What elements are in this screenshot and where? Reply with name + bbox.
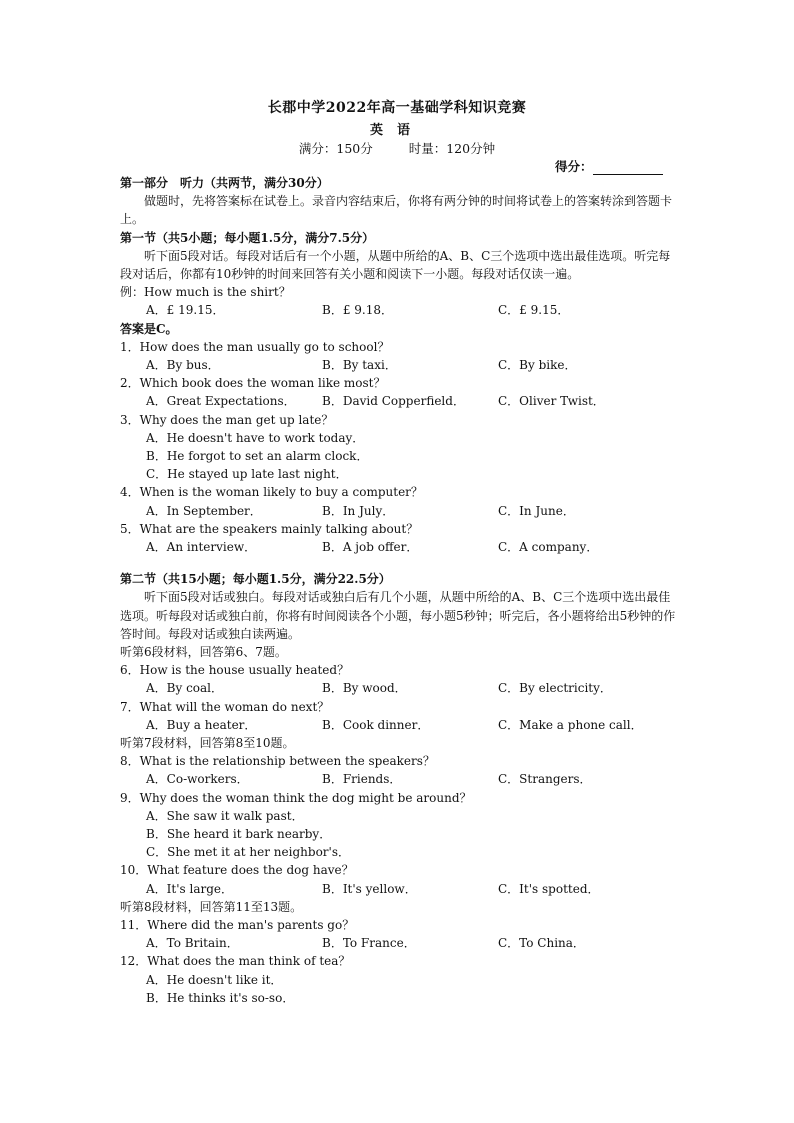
option-b: B．Friends．	[322, 772, 402, 787]
option-b: B．A job offer．	[322, 540, 419, 554]
option-b: B．It's yellow．	[322, 881, 417, 896]
exam-content	[120, 174, 678, 1007]
option-c: C．Oliver Twist．	[498, 394, 605, 409]
exam-meta	[0, 139, 794, 157]
question-2-options	[120, 392, 678, 410]
exam-time: 时量：120分钟	[408, 141, 496, 156]
part1-heading: 第一部分 听力（共两节，满分30分）	[120, 176, 329, 190]
question-9: 9．Why does the woman think the dog might be around？	[120, 790, 472, 805]
option-c: C．£ 9.15．	[498, 303, 570, 318]
section2-instructions: 听下面5段对话或独白。每段对话或独白后有几个小题，从题中所给的A、B、C三个选项中选出最佳选项。听每段对话或独白前，你将有时间阅读各个小题，每小题5秒钟；听完后，各小题将给出5秒钟的作答时间。每段对话或独白读两遍。	[120, 590, 676, 641]
option-a: A．It's large．	[146, 881, 234, 896]
option-b: B．He forgot to set an alarm clock．	[146, 449, 369, 463]
option-a: A．He doesn't like it．	[146, 972, 283, 987]
section2-heading: 第二节（共15小题；每小题1.5分，满分22.5分）	[120, 572, 391, 587]
question-4-options	[120, 502, 678, 520]
option-a: A．In September．	[146, 503, 262, 518]
score-label: 得分：	[555, 159, 593, 174]
option-c: C．In June．	[498, 503, 575, 518]
option-c: C．She met it at her neighbor's．	[146, 845, 350, 860]
exam-title: 长郡中学2022年高一基础学科知识竞赛	[267, 100, 527, 116]
option-a: A．By bus．	[146, 358, 220, 373]
question-6-options	[120, 679, 678, 697]
example-question: 例：How much is the shirt？	[120, 285, 291, 300]
option-b: B．To France．	[322, 936, 416, 951]
option-b: B．She heard it bark nearby．	[146, 826, 332, 841]
option-c: C．He stayed up late last night．	[146, 467, 348, 482]
option-b: B．£ 9.18．	[322, 303, 393, 318]
option-a: A．She saw it walk past．	[146, 808, 304, 823]
question-7-options	[120, 716, 678, 734]
option-b: B．Cook dinner．	[322, 717, 430, 732]
question-1: 1．How does the man usually go to school？	[120, 339, 390, 354]
score-field	[555, 157, 663, 175]
material-8-heading: 听第8段材料，回答第11至13题。	[120, 899, 303, 914]
option-b: B．David Copperfield．	[322, 394, 465, 409]
part1-instructions: 做题时，先将答案标在试卷上。录音内容结束后，你将有两分钟的时间将试卷上的答案转涂到答题卡上。	[120, 194, 673, 227]
question-1-options	[120, 356, 678, 374]
example-answer: 答案是C。	[120, 321, 178, 336]
question-11-options	[120, 934, 678, 952]
option-a: A．£ 19.15．	[146, 303, 225, 318]
score-blank	[593, 161, 663, 175]
question-8-options	[120, 770, 678, 788]
option-b: B．He thinks it's so-so．	[146, 990, 295, 1005]
question-10-options	[120, 880, 678, 898]
option-a: A．Buy a heater．	[146, 717, 257, 732]
option-c: C．It's spotted．	[498, 881, 600, 896]
option-c: C．Strangers．	[498, 772, 592, 787]
option-a: A．Co-workers．	[146, 772, 249, 787]
option-c: C．By bike．	[498, 358, 577, 373]
question-11: 11．Where did the man's parents go？	[120, 917, 355, 932]
exam-subject: 英语	[369, 123, 424, 138]
option-c: C．A company．	[498, 540, 599, 554]
option-a: A．An interview．	[146, 540, 257, 554]
question-2: 2．Which book does the woman like most？	[120, 376, 386, 391]
question-3: 3．Why does the man get up late？	[120, 412, 334, 427]
question-6: 6．How is the house usually heated？	[120, 663, 350, 678]
example-options	[120, 301, 678, 319]
option-c: C．By electricity．	[498, 681, 612, 696]
question-10: 10．What feature does the dog have？	[120, 863, 354, 878]
section1-instructions: 听下面5段对话。每段对话后有一个小题，从题中所给的A、B、C三个选项中选出最佳选项。听完每段对话后，你都有10秒钟的时间来回答有关小题和阅读下一小题。每段对话仅读一遍。	[120, 248, 671, 282]
question-7: 7．What will the woman do next？	[120, 699, 330, 714]
option-a: A．Great Expectations．	[146, 394, 296, 409]
material-7-heading: 听第7段材料，回答第8至10题。	[120, 735, 295, 750]
option-b: B．By wood．	[322, 681, 407, 696]
option-a: A．He doesn't have to work today．	[146, 430, 365, 445]
option-a: A．To Britain．	[146, 936, 239, 951]
option-b: B．In July．	[322, 503, 395, 518]
section1-heading: 第一节（共5小题；每小题1.5分，满分7.5分）	[120, 230, 375, 245]
question-4: 4．When is the woman likely to buy a computer？	[120, 485, 423, 500]
material-6-heading: 听第6段材料，回答第6、7题。	[120, 645, 287, 659]
question-12: 12．What does the man think of tea？	[120, 954, 351, 969]
option-b: B．By taxi．	[322, 358, 397, 373]
question-5-options	[120, 538, 678, 556]
option-a: A．By coal．	[146, 681, 224, 696]
option-c: C．To China．	[498, 936, 585, 951]
question-5: 5．What are the speakers mainly talking about？	[120, 521, 419, 536]
question-8: 8．What is the relationship between the speakers？	[120, 754, 435, 769]
full-score: 满分：150分	[298, 141, 373, 156]
option-c: C．Make a phone call．	[498, 717, 643, 732]
